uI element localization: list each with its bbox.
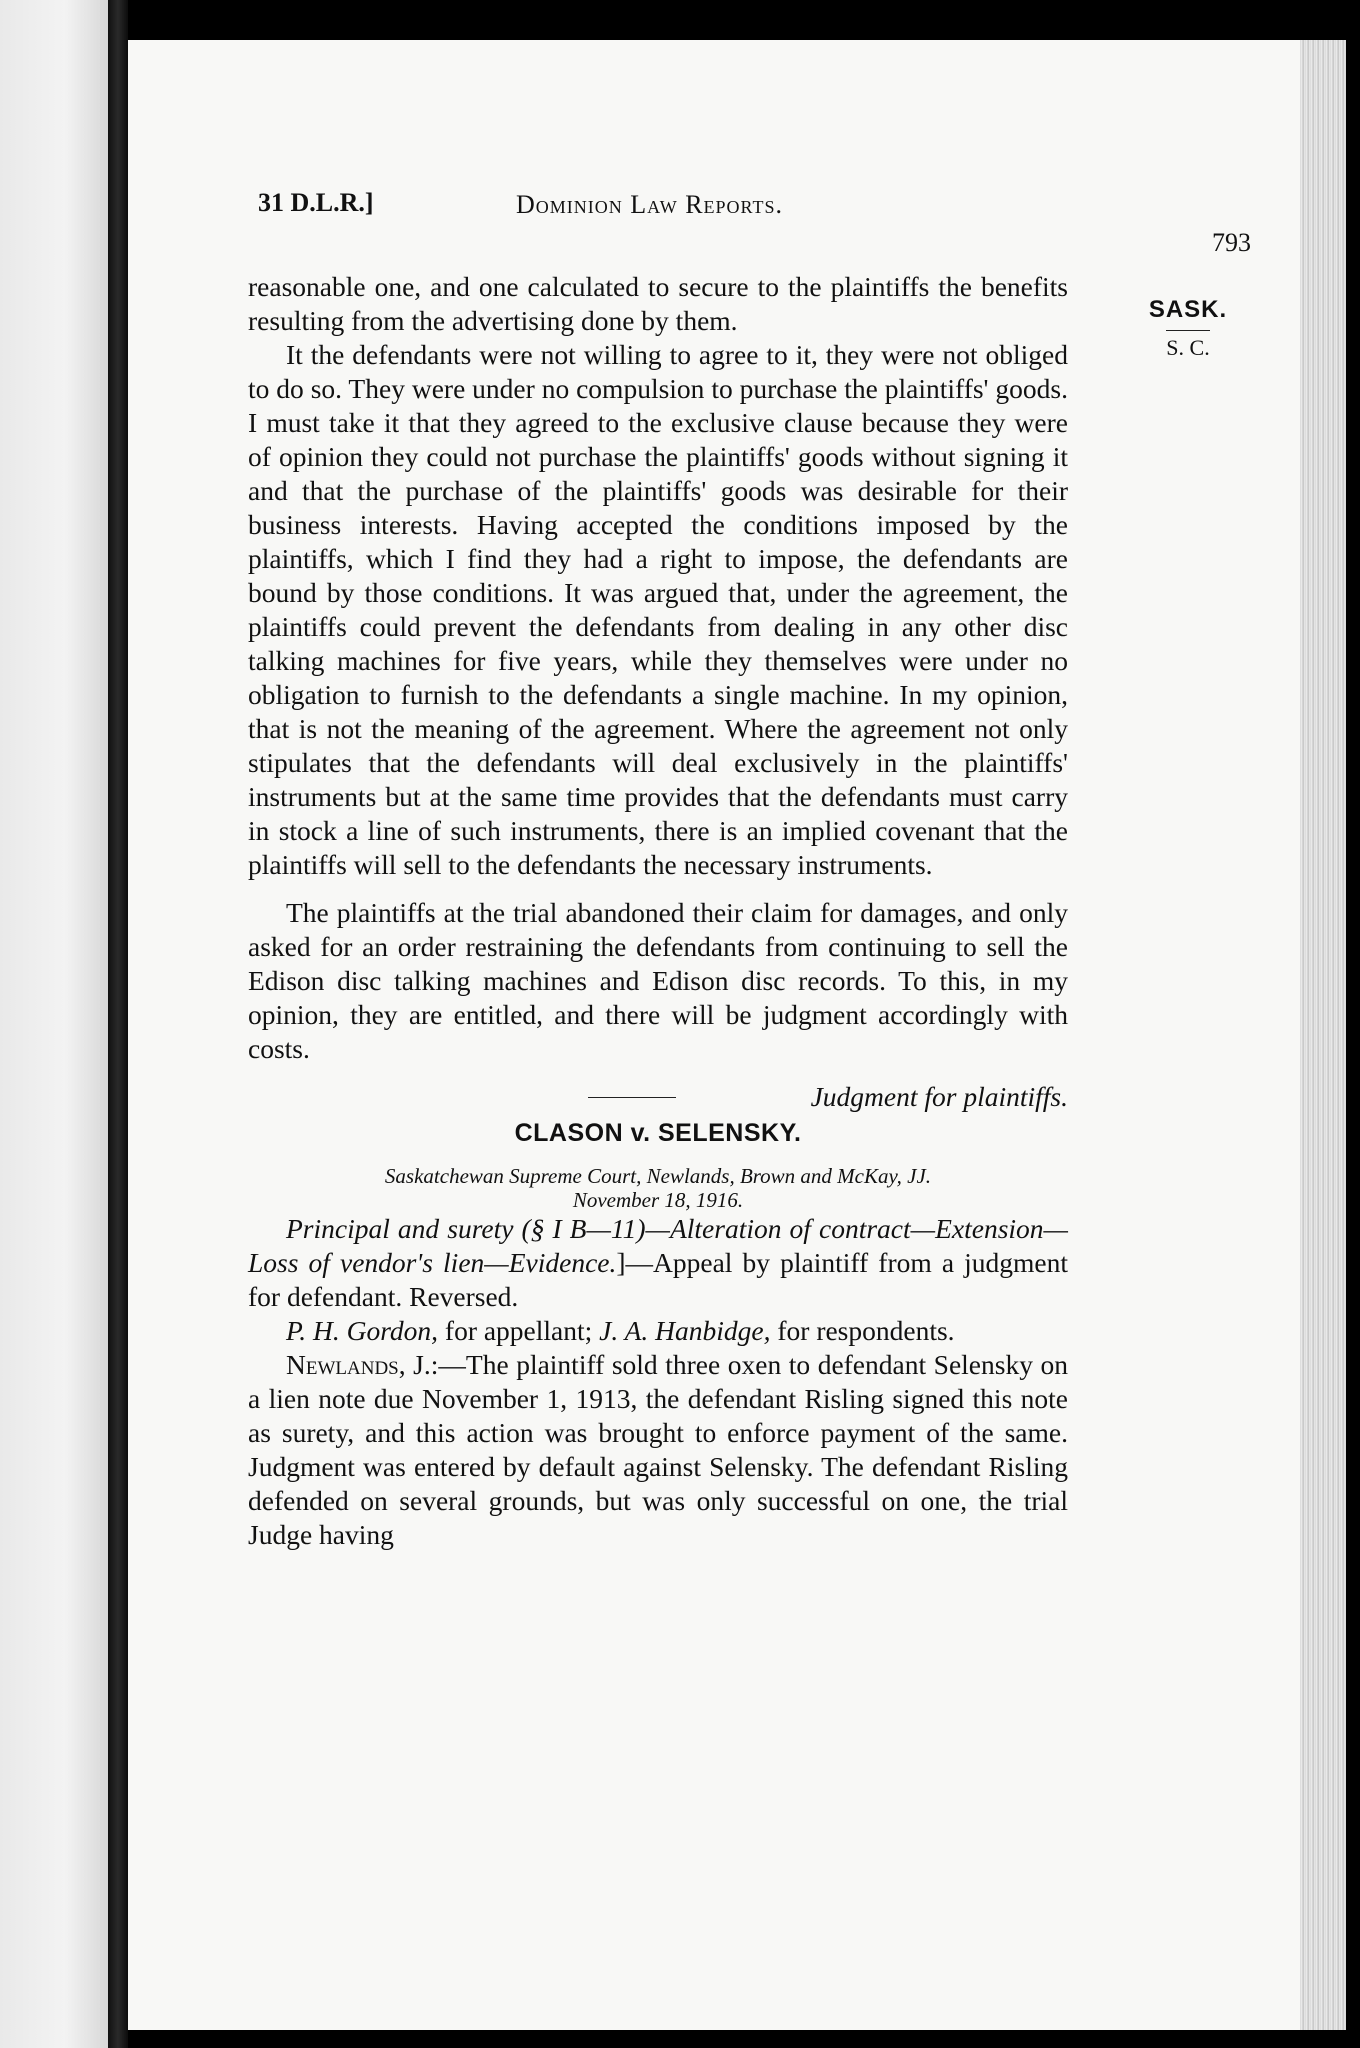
opinion	[248, 1348, 1068, 1552]
court-abbrev: S. C.	[1166, 335, 1210, 360]
scan-background	[1346, 0, 1360, 2048]
paragraph-continued: reasonable one, and one calculated to secure to the plaintiffs the benefits resulting from the advertising done by them.	[248, 271, 1068, 336]
jurisdiction: SASK.	[1148, 296, 1228, 323]
respondent-role: for respondents.	[770, 1315, 955, 1346]
side-rule	[1166, 330, 1210, 331]
judge-name: Newlands, J.	[286, 1349, 431, 1380]
volume-ref: 31 D.L.R.]	[258, 188, 374, 217]
appellant-counsel: P. H. Gordon,	[286, 1315, 439, 1346]
journal-title: Dominion Law Reports.	[516, 190, 783, 219]
page-body	[248, 270, 1068, 1552]
decision-date: November 18, 1916.	[572, 1188, 744, 1212]
headnote	[248, 1212, 1068, 1314]
side-note	[1138, 296, 1238, 361]
case-court-line	[248, 1164, 1068, 1212]
facing-page-edge	[0, 0, 108, 2048]
paragraph: The plaintiffs at the trial abandoned their claim for damages, and only asked for an order restraining the defendants from continuing to sell the Edison disc talking machines and Edison disc records. To this, in my opinion, they are entitled, and there will be judgment accordingly with costs.	[248, 897, 1068, 1064]
counsel	[248, 1314, 1068, 1348]
respondent-counsel: J. A. Hanbidge,	[599, 1315, 771, 1346]
court-and-judges: Saskatchewan Supreme Court, Newlands, Brown and McKay, JJ.	[384, 1164, 932, 1188]
case-title: CLASON v. SELENSKY.	[514, 1119, 802, 1147]
headnote-catchwords: Principal and surety (§ I B—11)—Alteration of contract—Extension—Loss of vendor's lien—Evidence.	[248, 1213, 1068, 1278]
headnote-text: ]—Appeal by plaintiff from a judgment for defendant. Reversed.	[248, 1247, 1068, 1312]
judgment-result: Judgment for plaintiffs.	[810, 1081, 1068, 1112]
page-number: 793	[1212, 228, 1251, 257]
judgment-line	[248, 1080, 1068, 1114]
paragraph: It the defendants were not willing to agree to it, they were not obliged to do so. They were under no compulsion to purchase the plaintiffs' goods. I must take it that they agreed to the exclusive clause because they were of opinion they could not purchase the plaintiffs' goods without signing it and that the purchase of the plaintiffs' goods was desirable for their business interests. Having accepted the conditions imposed by the plaintiffs, which I find they had a right to impose, the defendants are bound by those conditions. It was argued that, under the agreement, the plaintiffs could prevent the defendants from dealing in any other disc talking machines for five years, while they themselves were under no obligation to furnish to the defendants a single machine. In my opinion, that is not the meaning of the agreement. Where the agreement not only stipulates that the defendants will deal exclusively in the plaintiffs' instruments but at the same time provides that the defendants must carry in stock a line of such instruments, there is an implied covenant that the plaintiffs will sell to the defendants the necessary instruments.	[248, 339, 1068, 880]
page-stack-edges	[1300, 40, 1346, 2030]
running-head	[258, 188, 1158, 224]
appellant-role: for appellant;	[438, 1315, 600, 1346]
book-gutter	[108, 0, 128, 2048]
section-rule	[588, 1097, 676, 1098]
opinion-text: :—The plaintiff sold three oxen to defendant Selensky on a lien note due November 1, 1913, the defendant Risling signed this note as surety, and this action was brought to enforce payment of the same. Judgment was entered by default against Selensky. The defendant Risling defended on several grounds, but was only successful on one, the trial Judge having	[248, 1349, 1069, 1550]
